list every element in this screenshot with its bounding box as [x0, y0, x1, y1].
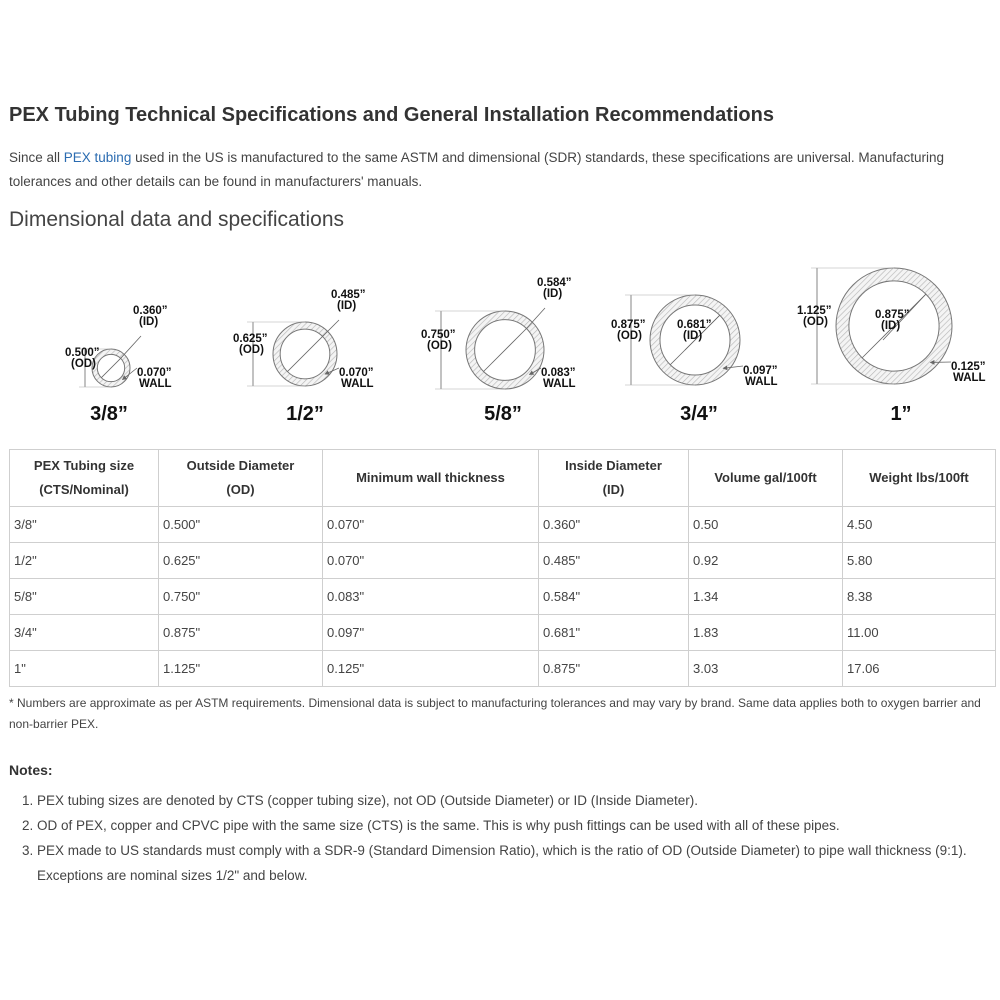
header-size-line2: (CTS/Nominal)	[39, 482, 129, 497]
header-volume	[689, 450, 843, 507]
od-value-label: 0.500”	[65, 347, 100, 359]
table-row	[10, 579, 996, 615]
wall-value-label: 0.070”	[339, 367, 374, 379]
header-weight	[843, 450, 996, 507]
id-value-label: 0.485”	[331, 289, 366, 301]
notes-title: Notes:	[9, 762, 53, 778]
cell-id: 0.485"	[539, 543, 689, 579]
id-tag-label: (ID)	[543, 288, 563, 300]
header-size-line1: PEX Tubing size	[33, 458, 135, 473]
od-tag-label: (OD)	[803, 316, 828, 328]
id-leader	[323, 320, 339, 336]
table-row	[10, 651, 996, 687]
cell-wall: 0.070"	[323, 543, 539, 579]
od-value-label: 0.750”	[421, 329, 456, 341]
pex-tubing-link[interactable]: PEX tubing	[63, 150, 132, 165]
wall-tag-label: WALL	[543, 378, 576, 390]
od-value-label: 0.625”	[233, 333, 268, 345]
header-weight-line1: Weight lbs/100ft	[869, 470, 969, 485]
cell-weight: 17.06	[843, 651, 996, 687]
wall-value-label: 0.097”	[743, 365, 778, 377]
wall-value-label: 0.070”	[137, 367, 172, 379]
cell-od: 0.625"	[159, 543, 323, 579]
od-value-label: 1.125”	[797, 305, 832, 317]
cell-volume: 0.92	[689, 543, 843, 579]
note-item: 2. OD of PEX, copper and CPVC pipe with the same size (CTS) is the same. This is why push fittings can be used with all of these pipes.	[37, 813, 987, 838]
specifications-table	[9, 449, 996, 687]
pipe-size-label: 5/8”	[484, 403, 522, 425]
id-tag-label: (ID)	[881, 320, 901, 332]
cell-id: 0.584"	[539, 579, 689, 615]
cell-weight: 11.00	[843, 615, 996, 651]
od-tag-label: (OD)	[239, 344, 264, 356]
cell-id: 0.360"	[539, 507, 689, 543]
pipe-size-label: 1”	[890, 403, 912, 425]
cell-size: 3/8"	[10, 507, 159, 543]
cell-size: 1"	[10, 651, 159, 687]
wall-tag-label: WALL	[953, 372, 986, 384]
pipe-size-label: 1/2”	[286, 403, 324, 425]
cell-weight: 8.38	[843, 579, 996, 615]
header-outside-diameter	[159, 450, 323, 507]
pipe-2	[421, 277, 576, 425]
pipe-4	[797, 268, 986, 425]
table-footnote: * Numbers are approximate as per ASTM requirements. Dimensional data is subject to manufacturing tolerances and may vary by brand. Same data applies both to oxygen barrier and non-barrier PEX.	[9, 696, 981, 731]
section-heading: Dimensional data and specifications	[9, 208, 345, 231]
pipe-3	[611, 295, 778, 425]
pipe-size-label: 3/8”	[90, 403, 128, 425]
id-leader	[121, 336, 141, 358]
id-tag-label: (ID)	[337, 300, 357, 312]
id-tag-label: (ID)	[139, 316, 159, 328]
cell-od: 0.875"	[159, 615, 323, 651]
cell-od: 0.500"	[159, 507, 323, 543]
cell-wall: 0.083"	[323, 579, 539, 615]
wall-value-label: 0.125”	[951, 361, 986, 373]
pipe-size-label: 3/4”	[680, 403, 718, 425]
cell-id: 0.875"	[539, 651, 689, 687]
header-inside-diameter	[539, 450, 689, 507]
page-title: PEX Tubing Technical Specifications and General Installation Recommendations	[9, 104, 774, 126]
table-row	[10, 615, 996, 651]
cell-wall: 0.125"	[323, 651, 539, 687]
cell-volume: 1.34	[689, 579, 843, 615]
header-volume-line1: Volume gal/100ft	[714, 470, 817, 485]
id-tag-label: (ID)	[683, 330, 703, 342]
od-tag-label: (OD)	[617, 330, 642, 342]
header-id-line2: (ID)	[602, 482, 625, 497]
notes-list	[9, 788, 987, 888]
header-od-line1: Outside Diameter	[186, 458, 295, 473]
id-value-label: 0.584”	[537, 277, 572, 289]
table-row	[10, 507, 996, 543]
pipe-dimension-diagram	[9, 258, 993, 438]
wall-tag-label: WALL	[745, 376, 778, 388]
header-od-line2: (OD)	[226, 482, 255, 497]
pipe-1	[233, 289, 374, 425]
intro-text-start: Since all	[9, 150, 64, 165]
cell-volume: 0.50	[689, 507, 843, 543]
cell-size: 1/2"	[10, 543, 159, 579]
cell-volume: 1.83	[689, 615, 843, 651]
cell-id: 0.681"	[539, 615, 689, 651]
od-tag-label: (OD)	[427, 340, 452, 352]
cell-od: 1.125"	[159, 651, 323, 687]
wall-tag-label: WALL	[341, 378, 374, 390]
table-header-row	[10, 450, 996, 507]
cell-wall: 0.097"	[323, 615, 539, 651]
id-value-label: 0.360”	[133, 305, 168, 317]
cell-weight: 4.50	[843, 507, 996, 543]
cell-volume: 3.03	[689, 651, 843, 687]
note-item: 1. PEX tubing sizes are denoted by CTS (copper tubing size), not OD (Outside Diameter) or ID (Inside Diameter).	[37, 788, 987, 813]
intro-paragraph	[9, 146, 993, 194]
note-item: 3. PEX made to US standards must comply with a SDR-9 (Standard Dimension Ratio), which is the ratio of OD (Outside Diameter) to pipe wall thickness (9:1). Exceptions are nominal sizes 1/2" and below.	[37, 838, 987, 888]
header-id-line1: Inside Diameter	[565, 458, 662, 473]
cell-wall: 0.070"	[323, 507, 539, 543]
od-value-label: 0.875”	[611, 319, 646, 331]
table-row	[10, 543, 996, 579]
cell-weight: 5.80	[843, 543, 996, 579]
header-wall-line1: Minimum wall thickness	[356, 470, 505, 485]
cell-size: 3/4"	[10, 615, 159, 651]
cell-size: 5/8"	[10, 579, 159, 615]
wall-tag-label: WALL	[139, 378, 172, 390]
od-tag-label: (OD)	[71, 358, 96, 370]
intro-text-end: used in the US is manufactured to the same ASTM and dimensional (SDR) standards, these specifications are universal. Manufacturing tolerances and other details can be found in manufacturers' manuals.	[9, 150, 944, 189]
header-size	[10, 450, 159, 507]
id-value-label: 0.681”	[677, 319, 712, 331]
cell-od: 0.750"	[159, 579, 323, 615]
pipe-0	[65, 305, 172, 425]
wall-value-label: 0.083”	[541, 367, 576, 379]
header-wall-thickness	[323, 450, 539, 507]
id-value-label: 0.875”	[875, 309, 910, 321]
